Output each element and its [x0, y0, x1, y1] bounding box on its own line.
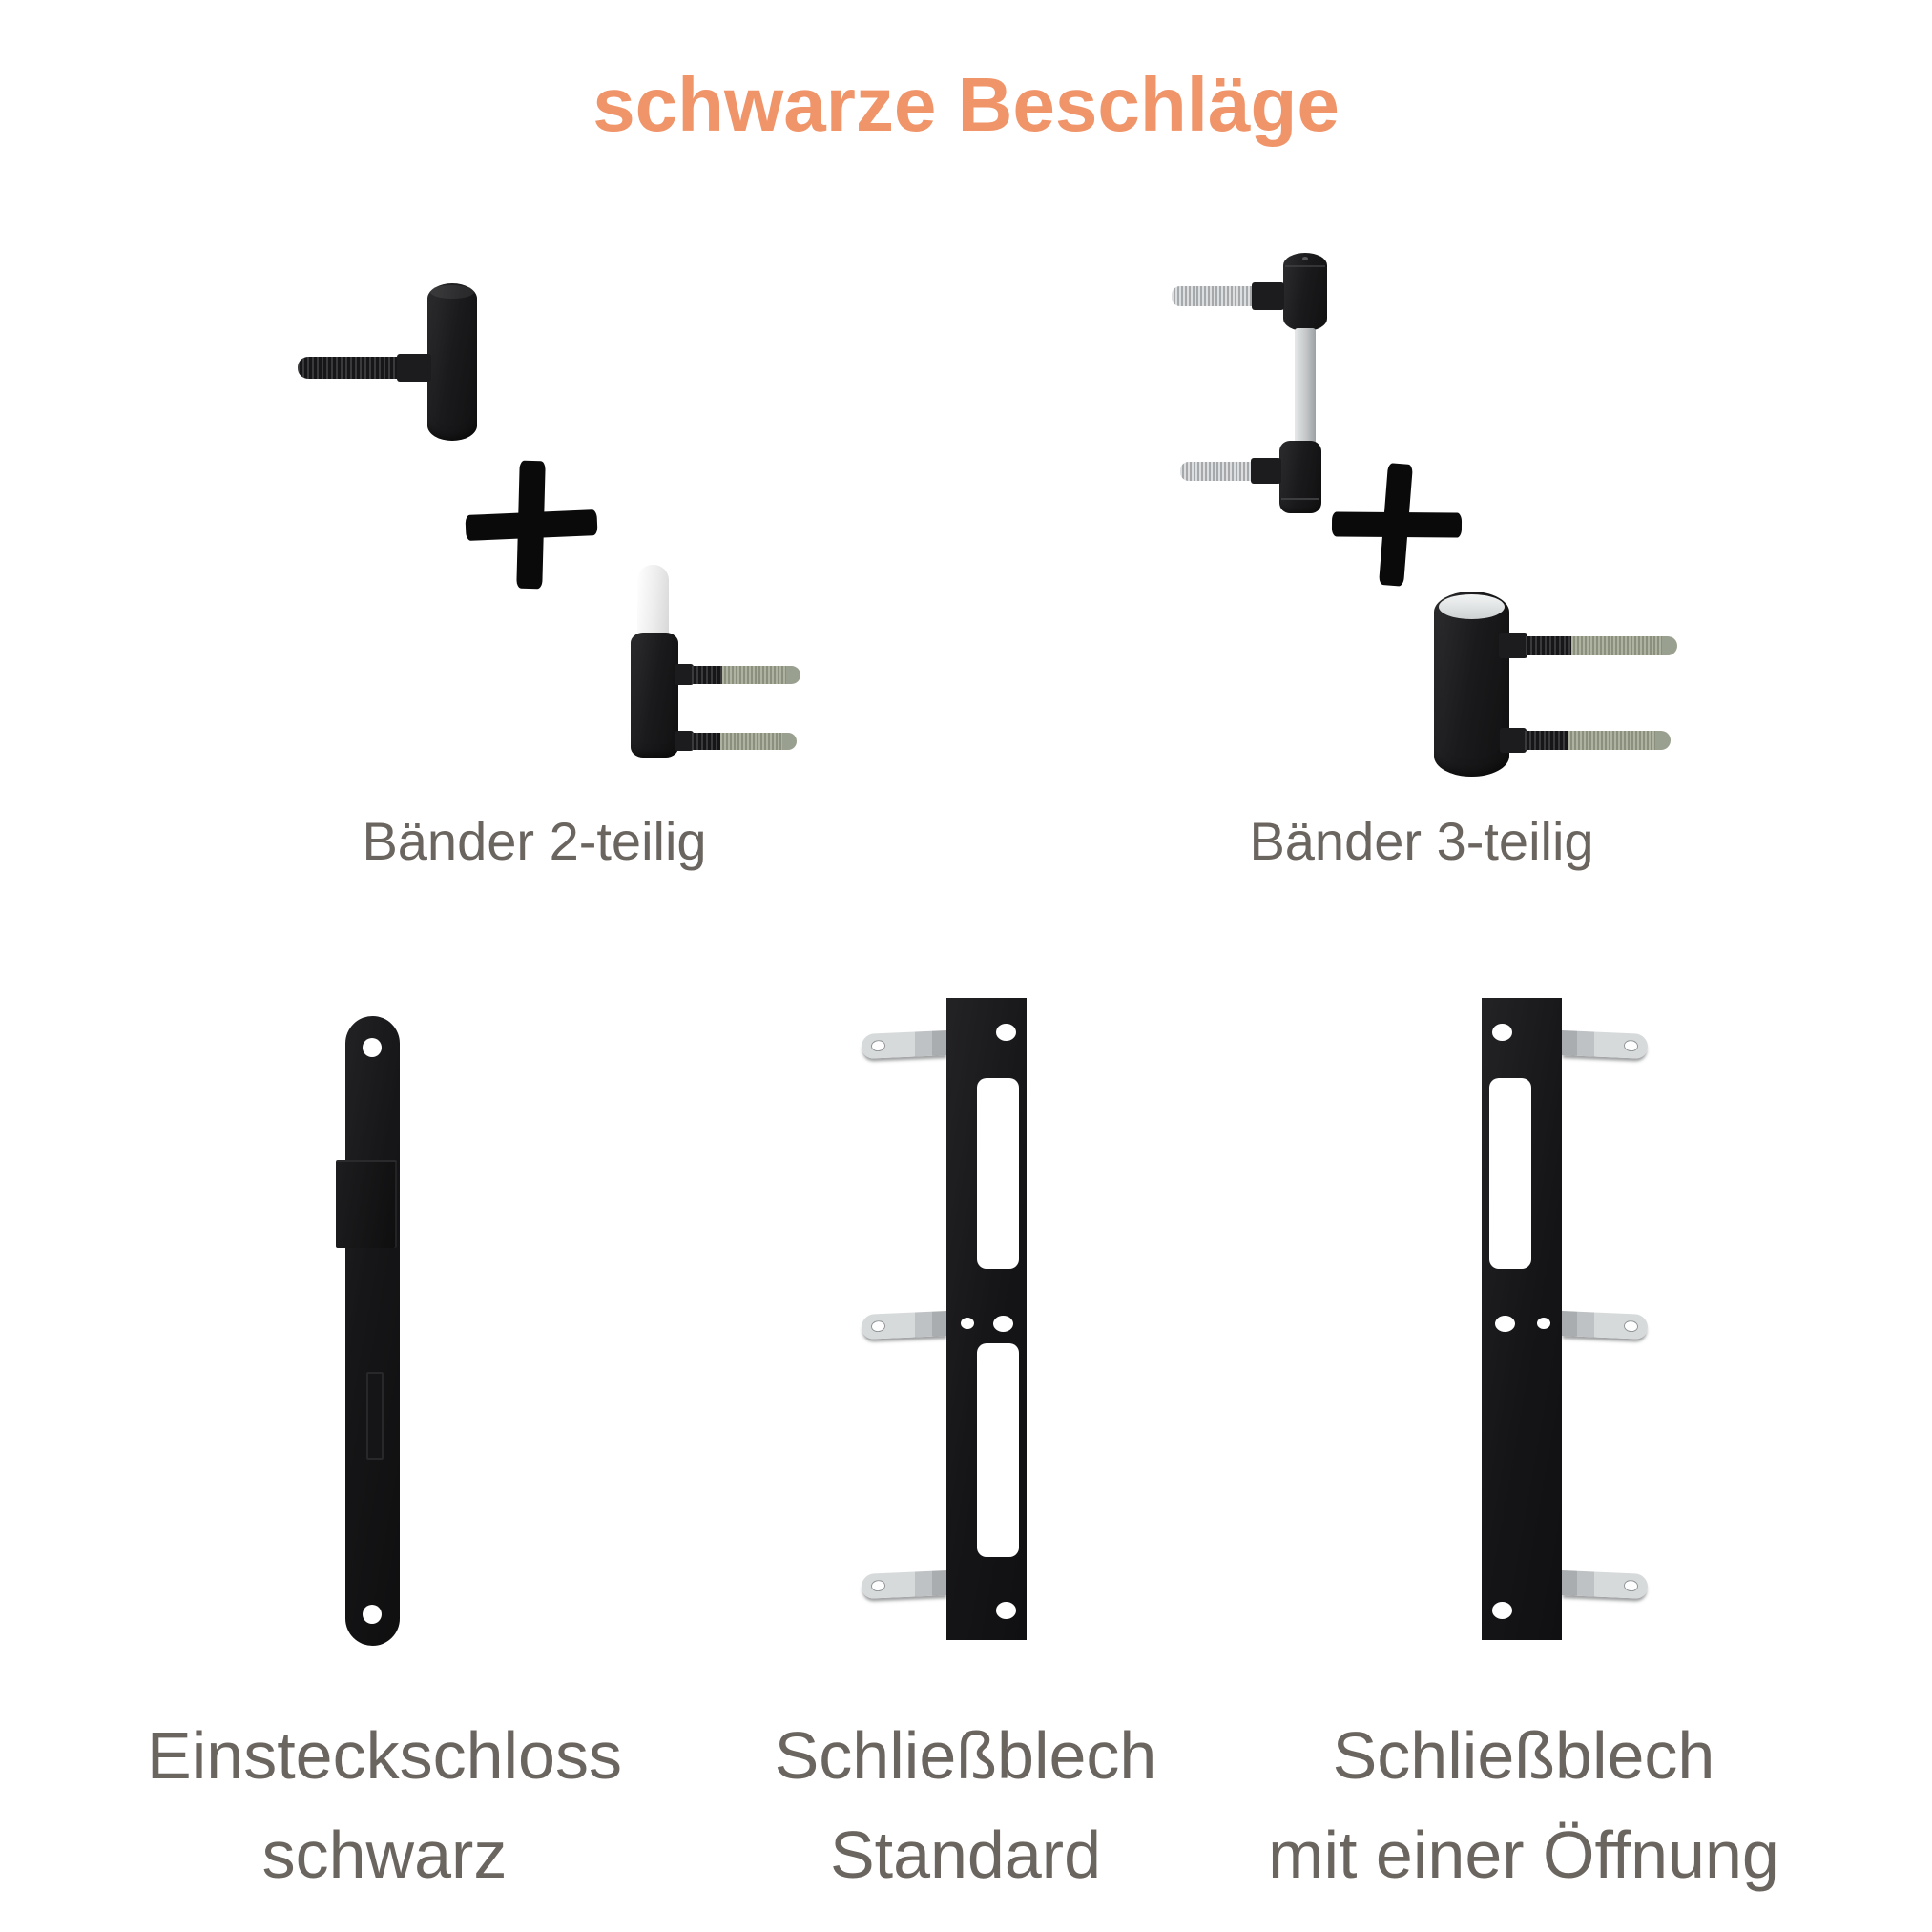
tab-hole	[871, 1040, 885, 1052]
hinge-screw	[1180, 462, 1255, 481]
tab-hole	[1624, 1040, 1638, 1052]
hinge-screw-thread	[720, 733, 787, 750]
barrel-pin-hole	[1302, 257, 1308, 260]
caption-line: mit einer Öffnung	[1268, 1818, 1779, 1892]
hinge-frame-barrel-bottom	[1279, 441, 1321, 513]
plus-icon	[1329, 461, 1465, 590]
mounting-tab	[862, 1311, 947, 1340]
lock-deadbolt	[366, 1372, 384, 1460]
figure-caption	[1166, 1706, 1881, 1904]
latch-cutout	[977, 1078, 1019, 1269]
screw-tip	[1655, 731, 1671, 750]
page-title: schwarze Beschläge	[592, 62, 1340, 147]
caption-line: Einsteckschloss	[147, 1718, 622, 1793]
screw-hole	[961, 1318, 974, 1329]
hinge-screw	[692, 733, 720, 750]
screw-hole	[363, 1605, 382, 1624]
screw-hole	[363, 1038, 382, 1057]
hinge-frame-barrel-top	[1283, 253, 1327, 331]
screw-hole	[1492, 1602, 1512, 1619]
screw-collar	[1499, 633, 1527, 658]
mounting-tab	[1562, 1311, 1648, 1340]
tab-hole	[1624, 1320, 1638, 1333]
hinge-screw	[1525, 731, 1568, 750]
hinge-pin	[637, 565, 669, 641]
screw-collar	[397, 354, 431, 382]
figure-caption: Bänder 3-teilig	[1249, 811, 1594, 871]
screw-hole	[993, 1316, 1013, 1332]
barrel-top-face	[430, 285, 474, 299]
screw-hole	[996, 1602, 1016, 1619]
mounting-tab	[862, 1030, 947, 1059]
screw-collar	[1251, 458, 1281, 484]
screw-tip	[1662, 636, 1677, 655]
hinge-screw	[1172, 286, 1254, 306]
mounting-tab	[862, 1570, 947, 1599]
screw-hole	[1495, 1316, 1515, 1332]
hinge-screw-thread	[1571, 636, 1667, 655]
tab-hole	[871, 1580, 885, 1592]
barrel-seam	[1281, 498, 1319, 500]
barrel-top-face	[1439, 594, 1505, 619]
hinge-screw	[1526, 636, 1571, 655]
hinge-frame-barrel	[631, 633, 678, 758]
tab-hole	[871, 1320, 885, 1333]
mounting-tab	[1562, 1030, 1648, 1059]
screw-tip	[786, 666, 800, 684]
hinge-screw-thread	[1568, 731, 1660, 750]
barrel-seam	[1285, 265, 1325, 267]
hinge-screw-thread	[722, 666, 791, 684]
tab-hole	[1624, 1580, 1638, 1592]
mounting-tab	[1562, 1570, 1648, 1599]
caption-line: schwarz	[261, 1818, 508, 1892]
latch-cutout	[1489, 1078, 1531, 1269]
screw-collar	[1500, 728, 1527, 753]
hinge-connecting-rod	[1295, 328, 1316, 447]
lock-latch-bolt	[336, 1160, 397, 1248]
screw-collar	[675, 664, 694, 685]
plus-icon	[466, 461, 597, 589]
lock-faceplate	[345, 1016, 400, 1646]
plus-vertical-stroke	[1379, 463, 1413, 587]
hinge-screw	[692, 666, 722, 684]
screw-collar	[1252, 282, 1284, 310]
figure-caption: Bänder 2-teilig	[362, 811, 707, 871]
screw-tip	[782, 733, 797, 750]
screw-collar	[675, 731, 694, 751]
caption-line: Standard	[829, 1818, 1102, 1892]
screw-hole	[1537, 1318, 1550, 1329]
caption-line: Schließblech	[1332, 1718, 1715, 1793]
plus-vertical-stroke	[516, 461, 545, 590]
hinge-door-barrel	[1434, 592, 1509, 777]
deadbolt-cutout	[977, 1343, 1019, 1557]
screw-hole	[1492, 1024, 1512, 1041]
caption-line: Schließblech	[774, 1718, 1157, 1793]
hinge-screw	[298, 357, 399, 379]
screw-hole	[996, 1024, 1016, 1041]
hinge-leaf-barrel	[427, 283, 477, 441]
